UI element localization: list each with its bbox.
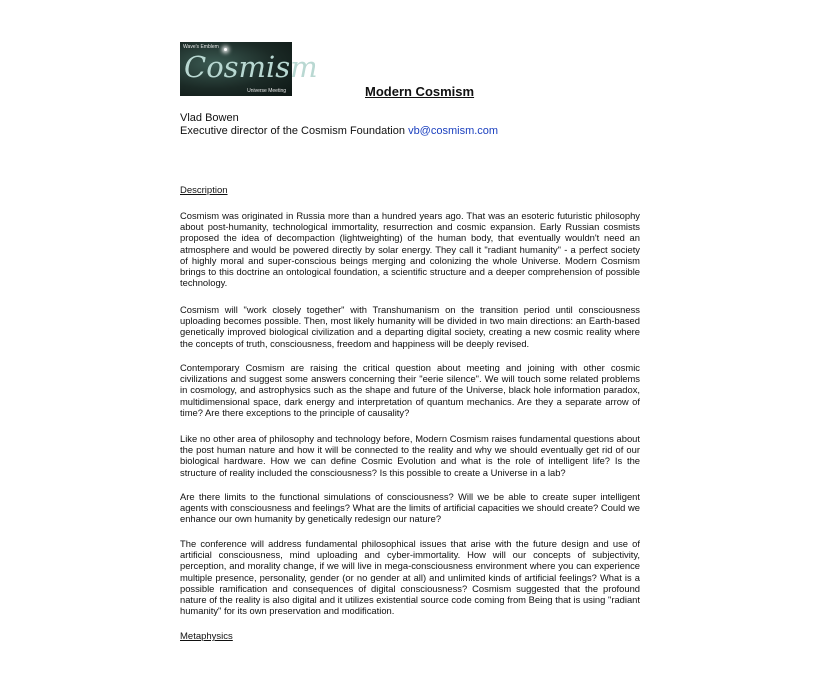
author-email-link[interactable]: vb@cosmism.com <box>408 125 499 137</box>
paragraph: Cosmism was originated in Russia more than a hundred years ago. That was an esoteric futuristic philosophy about post-humanity, technological immortality, resurrection and cosmic expansion. Early Russian cosmists proposed the idea of decompaction (lightweighting) of the human body, that eventually wouldn't need an atmosphere and would be powered directly by solar energy. They call it "radiant humanity" - a perfect society of highly moral and super-conscious beings merging and colonizing the whole Universe. Modern Cosmism brings to this doctrine an ontological foundation, a scientific structure and a deeper comprehension of possible technology. <box>180 210 640 289</box>
author-name: Vlad Bowen <box>180 112 239 124</box>
paragraph: Cosmism will "work closely together" with Transhumanism on the transition period until consciousness uploading becomes possible. Then, most likely humanity will be divided in two main directions: an Earth-based genetically improved biological civilization and a departing digital society, creating a new cosmic reality where the concepts of truth, consciousness, freedom and happiness will be deeply revised. <box>180 304 640 349</box>
author-role-line <box>180 125 498 138</box>
paragraph: Are there limits to the functional simulations of consciousness? Will we be able to create super intelligent agents with consciousness and feelings? What are the limits of artificial capacities we should create? Could we enhance our own humanity by genetically redesign our nature? <box>180 491 640 525</box>
logo-word: Cosmism <box>184 50 318 84</box>
logo-top-text: Wave's Emblem <box>183 44 219 50</box>
section-heading-metaphysics: Metaphysics <box>180 631 233 642</box>
section-heading-description: Description <box>180 185 228 196</box>
page-title: Modern Cosmism <box>365 84 475 99</box>
paragraph: Like no other area of philosophy and technology before, Modern Cosmism raises fundamental questions about the post human nature and how it will be connected to the reality and why we should eventually get rid of our biological hardware. How we can define Cosmic Evolution and what is the role of intelligent life? Is the structure of reality included the consciousness? Is this possible to create a Universe in a lab? <box>180 433 640 478</box>
author-role: Executive director of the Cosmism Foundation <box>180 125 405 137</box>
cosmism-logo <box>180 42 318 96</box>
paragraph: The conference will address fundamental philosophical issues that arise with the future design and use of artificial consciousness, mind uploading and cyber-immortality. How will our concepts of subjectivity, perception, and morality change, if we will live in mega-consciousness environment where you can experience multiple presence, personality, gender (or no gender at all) and unlimited kinds of artificial feelings? What is a possible ramification and consequences of digital consciousness? Cosmism suggested that the profound nature of the reality is also digital and it utilizes existential source code coming from Being that is using "radiant humanity" for its own preservation and modification. <box>180 538 640 617</box>
author-block <box>180 112 498 138</box>
logo-bottom-text: Universe Meeting <box>247 88 286 94</box>
paragraph: Contemporary Cosmism are raising the critical question about meeting and joining with other cosmic civilizations and suggest some answers concerning their "eerie silence". We will touch some related problems in cosmology, and astrophysics such as the shape and future of the Universe, black hole information paradox, multidimensional space, dark energy and interpretation of quantum mechanics. Are they a separate arrow of time? Are there exceptions to the principle of causality? <box>180 362 640 418</box>
